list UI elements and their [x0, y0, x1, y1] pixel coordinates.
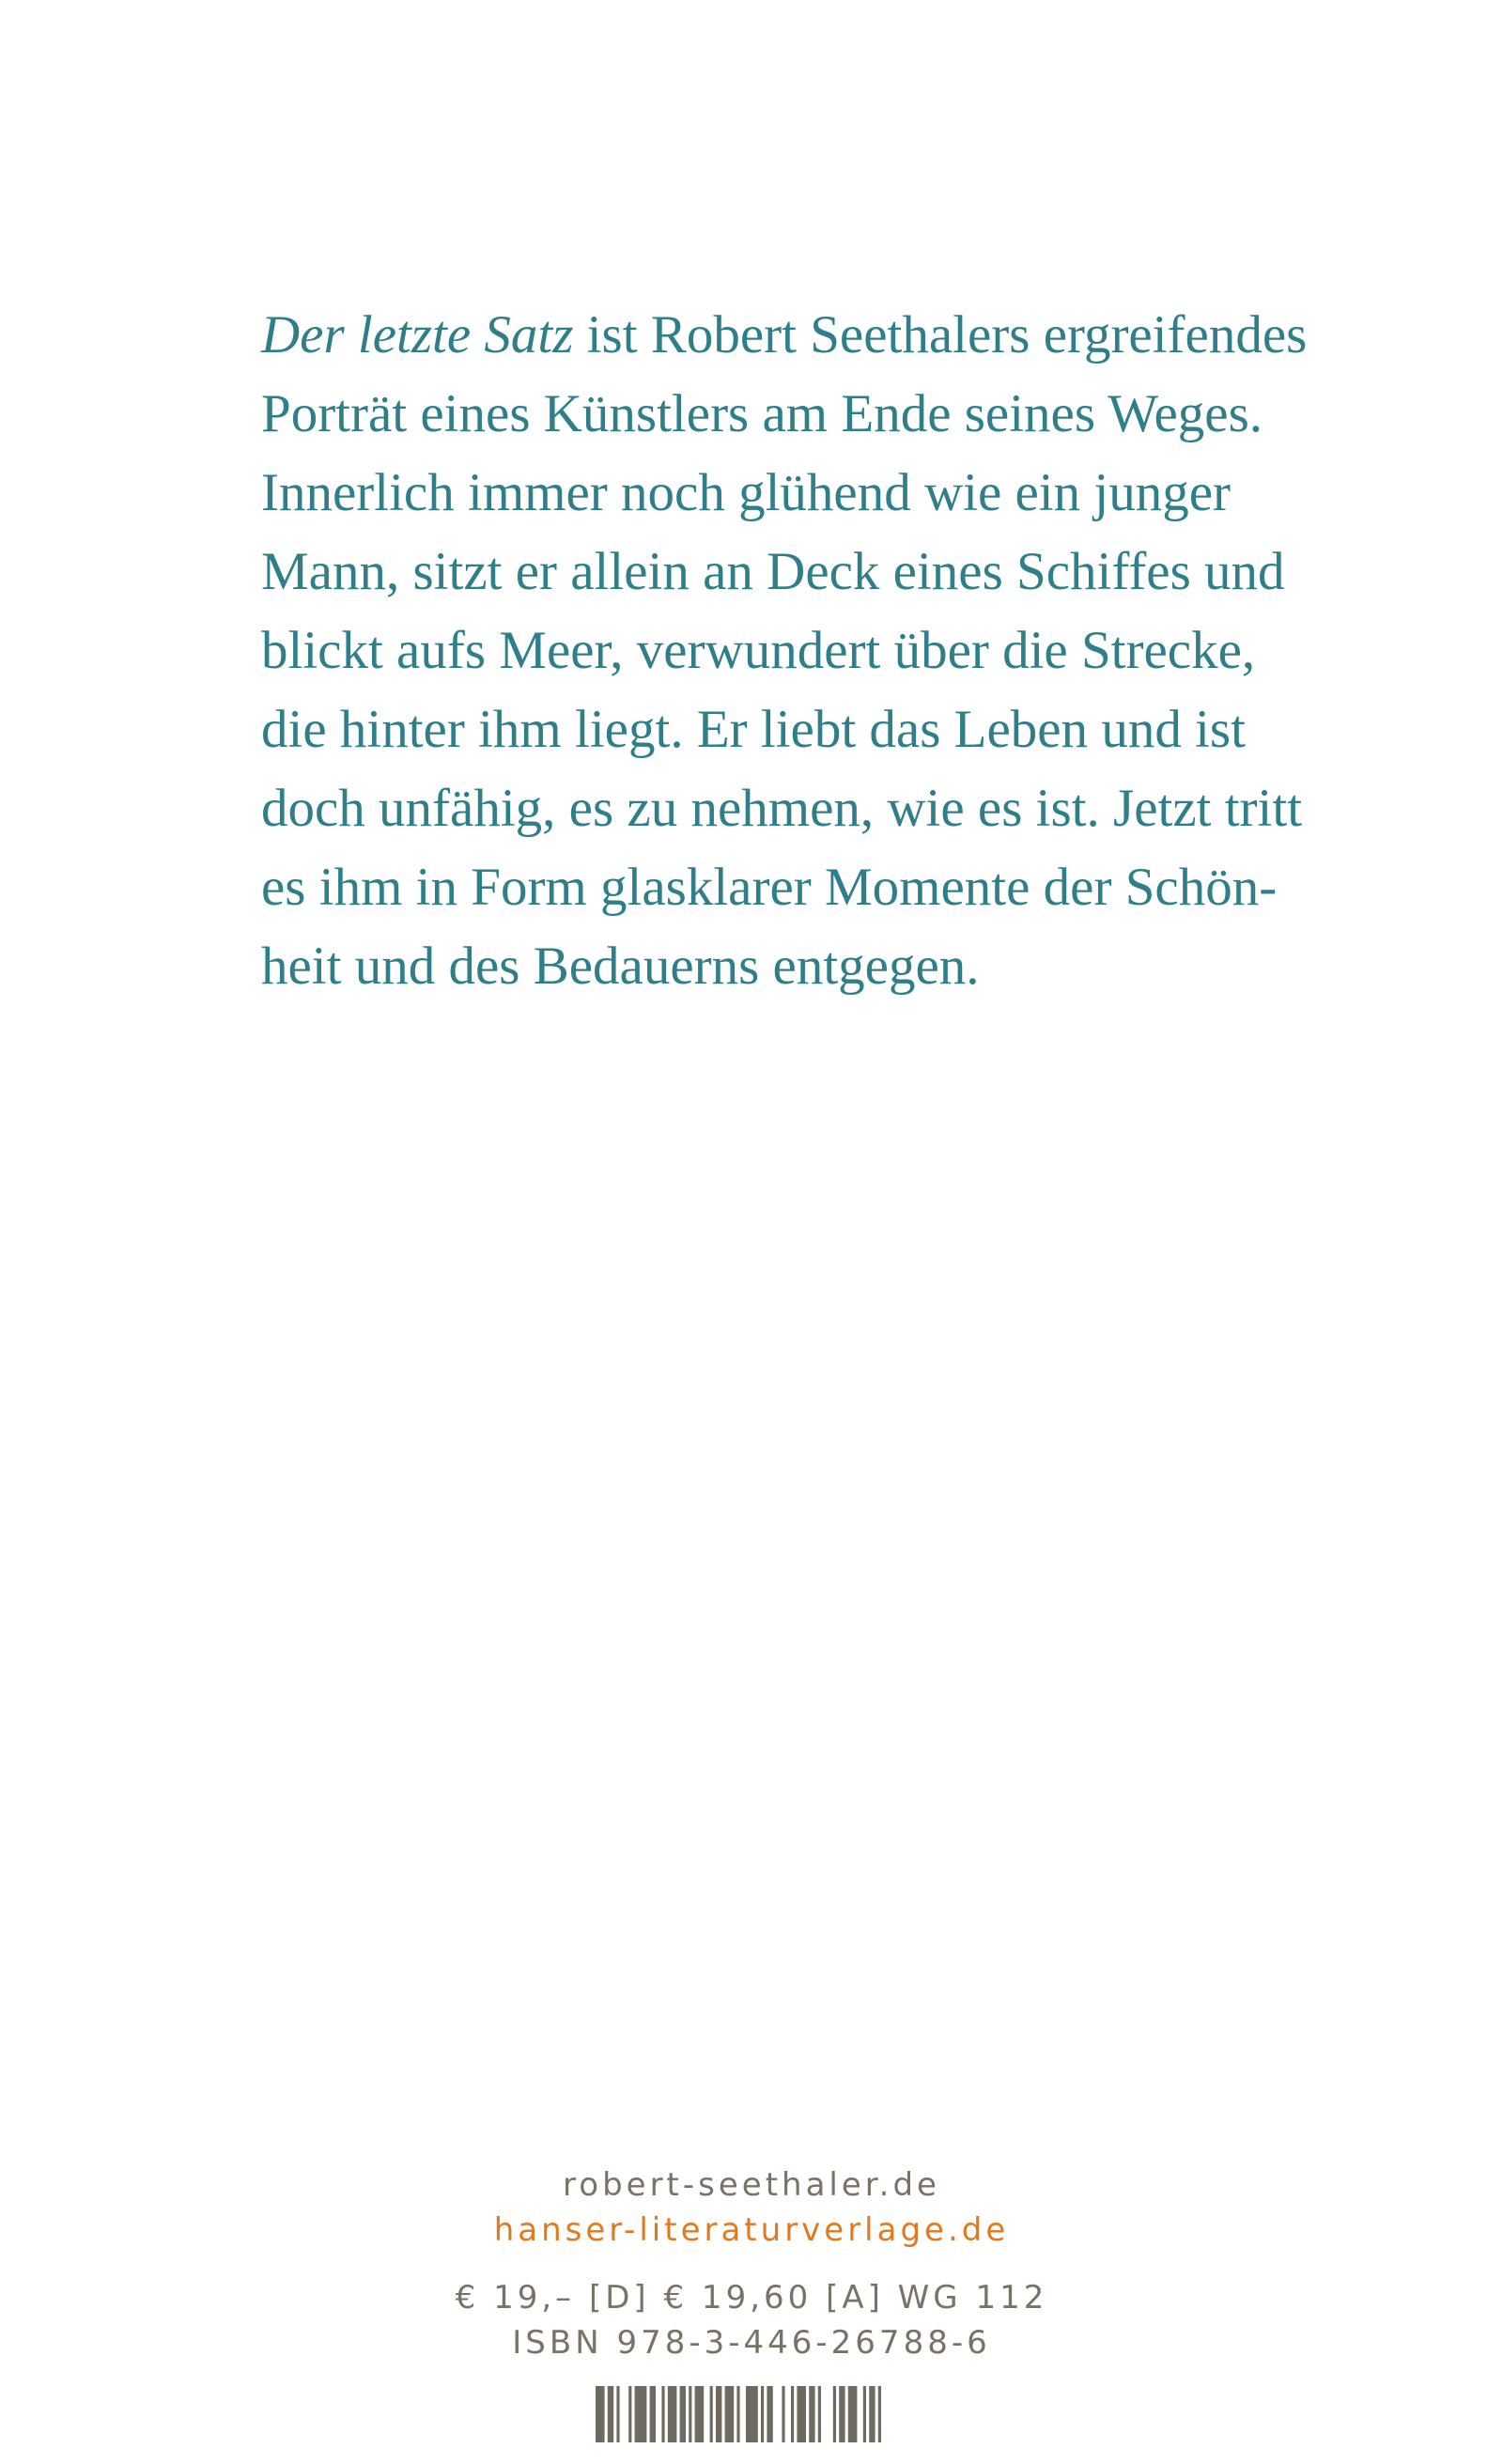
- barcode-bar: [725, 2386, 735, 2442]
- barcode-bar: [668, 2386, 677, 2442]
- barcode-bar: [736, 2386, 739, 2442]
- blurb-line: Innerlich immer noch glühend wie ein junger: [261, 463, 1232, 522]
- blurb-line: [261, 296, 1370, 375]
- barcode-bar: [782, 2386, 784, 2442]
- barcode-bar: [616, 2386, 619, 2442]
- barcode-bar: [809, 2386, 814, 2442]
- blurb-line: die hinter ihm liegt. Er liebt das Leben und ist: [261, 700, 1246, 759]
- blurb-line: Mann, sitzt er allein an Deck eines Schiffes und: [261, 542, 1285, 601]
- barcode-bar: [797, 2386, 806, 2442]
- barcode-bar: [746, 2386, 758, 2442]
- barcode-bar: [695, 2386, 705, 2442]
- barcode-bar: [650, 2386, 656, 2442]
- barcode-bar: [767, 2386, 772, 2442]
- author-website[interactable]: robert-seethaler.de: [563, 2166, 940, 2204]
- barcode-bar: [680, 2386, 686, 2442]
- blurb-line: Porträt eines Künstlers am Ende seines Weges.: [261, 384, 1263, 443]
- barcode-bar: [839, 2386, 844, 2442]
- barcode-icon: [596, 2386, 971, 2442]
- blurb-text: [261, 296, 1370, 1006]
- barcode-bar: [878, 2386, 881, 2442]
- barcode-bar: [596, 2386, 605, 2442]
- isbn: ISBN 978-3-446-26788-6: [512, 2324, 991, 2362]
- barcode-bar: [863, 2386, 866, 2442]
- barcode-bar: [710, 2386, 713, 2442]
- barcode-bar: [848, 2386, 858, 2442]
- blurb-line: es ihm in Form glasklarer Momente der Schön-: [261, 858, 1278, 917]
- barcode-bar: [869, 2386, 875, 2442]
- book-title: Der letzte Satz: [261, 305, 574, 364]
- blurb-line-1-rest: ist Robert Seethalers ergreifendes: [573, 305, 1308, 364]
- blurb-line: heit und des Bedauerns entgegen.: [261, 937, 980, 996]
- barcode-bar: [689, 2386, 691, 2442]
- barcode-bar: [635, 2386, 647, 2442]
- publisher-website[interactable]: hanser-literaturverlage.de: [493, 2211, 1010, 2249]
- barcode-bar: [833, 2386, 836, 2442]
- blurb-line: doch unfähig, es zu nehmen, wie es ist. Jetzt tritt: [261, 779, 1303, 838]
- barcode-bar: [661, 2386, 664, 2442]
- barcode-bar: [818, 2386, 821, 2442]
- barcode-bar: [761, 2386, 764, 2442]
- blurb-line: blickt aufs Meer, verwundert über die Strecke,: [261, 621, 1256, 680]
- barcode-bar: [716, 2386, 721, 2442]
- price-info: € 19,– [D] € 19,60 [A] WG 112: [455, 2279, 1048, 2317]
- barcode-bar: [628, 2386, 631, 2442]
- barcode-bar: [791, 2386, 794, 2442]
- barcode-bar: [608, 2386, 613, 2442]
